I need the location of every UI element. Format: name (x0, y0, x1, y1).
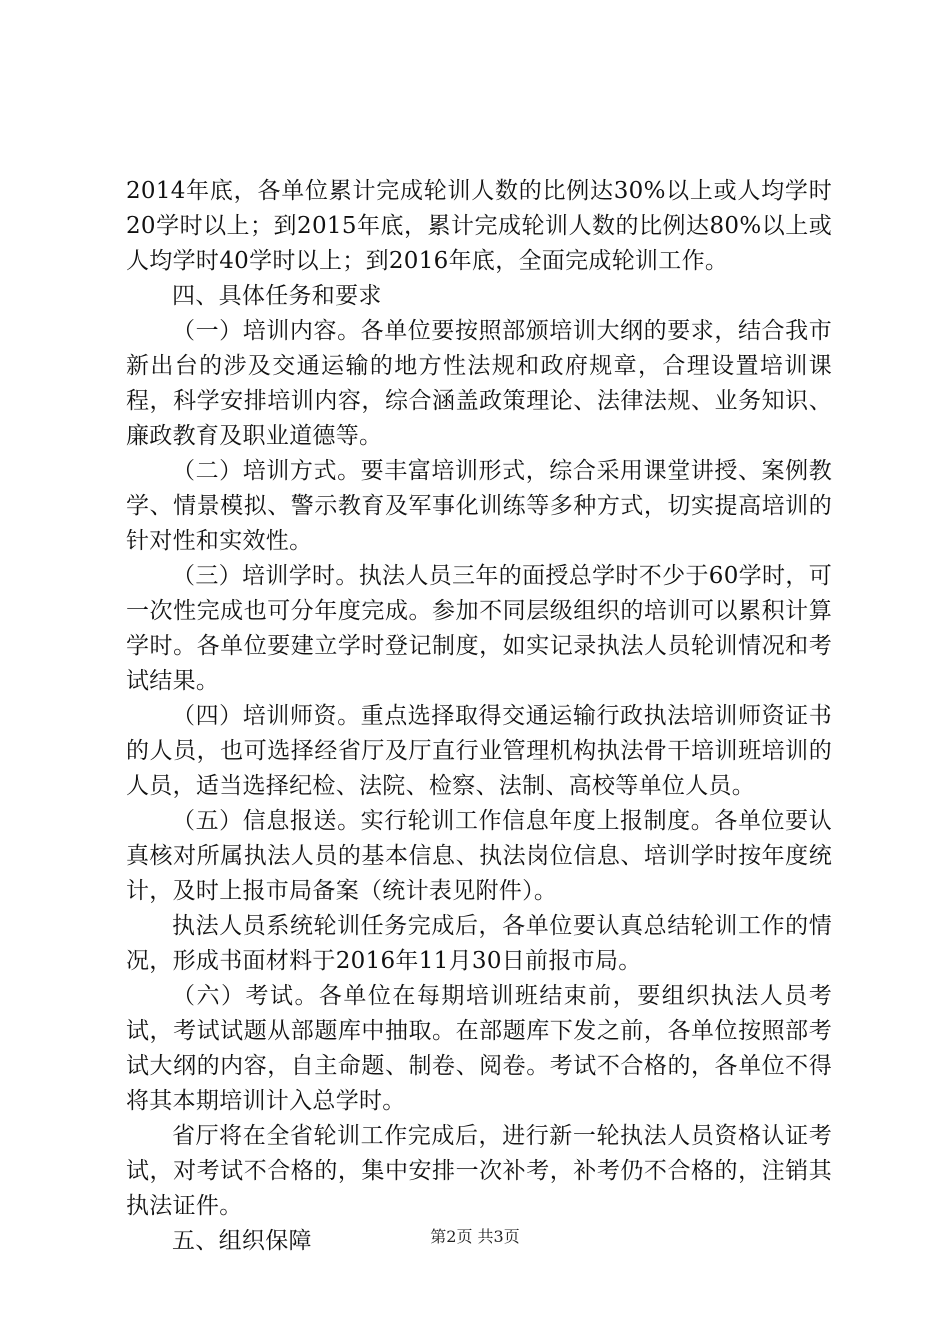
section-heading-tasks: 四、具体任务和要求 (172, 283, 382, 309)
paragraph-training-method: （二）培训方式。要丰富培训形式，综合采用课堂讲授、案例教学、情景模拟、警示教育及军事化训练等多种方式，切实提高培训的针对性和实效性。 (126, 458, 832, 554)
paragraph-certification: 省厅将在全省轮训工作完成后，进行新一轮执法人员资格认证考试，对考试不合格的，集中安排一次补考，补考仍不合格的，注销其执法证件。 (126, 1123, 832, 1219)
page-number-footer: 第2页 共3页 (430, 1227, 520, 1246)
paragraph-training-hours: （三）培训学时。执法人员三年的面授总学时不少于60学时，可一次性完成也可分年度完成。参加不同层级组织的培训可以累积计算学时。各单位要建立学时登记制度，如实记录执法人员轮训情况和考试结果。 (126, 563, 832, 694)
paragraph-training-content: （一）培训内容。各单位要按照部颁培训大纲的要求，结合我市新出台的涉及交通运输的地方性法规和政府规章，合理设置培训课程，科学安排培训内容，综合涵盖政策理论、法律法规、业务知识、廉政教育及职业道德等。 (126, 318, 832, 449)
paragraph-summary-report: 执法人员系统轮训任务完成后，各单位要认真总结轮训工作的情况，形成书面材料于2016年11月30日前报市局。 (126, 913, 832, 974)
paragraph-info-reporting: （五）信息报送。实行轮训工作信息年度上报制度。各单位要认真核对所属执法人员的基本信息、执法岗位信息、培训学时按年度统计，及时上报市局备案（统计表见附件）。 (126, 808, 832, 904)
paragraph-training-teachers: （四）培训师资。重点选择取得交通运输行政执法培训师资证书的人员，也可选择经省厅及厅直行业管理机构执法骨干培训班培训的人员，适当选择纪检、法院、检察、法制、高校等单位人员。 (126, 703, 832, 799)
document-body (126, 174, 832, 1259)
section-heading-organization: 五、组织保障 (172, 1228, 312, 1254)
paragraph-continuation: 2014年底，各单位累计完成轮训人数的比例达30%以上或人均学时20学时以上；到2015年底，累计完成轮训人数的比例达80%以上或人均学时40学时以上；到2016年底，全面完成轮训工作。 (126, 178, 832, 274)
paragraph-exam: （六）考试。各单位在每期培训班结束前，要组织执法人员考试，考试试题从部题库中抽取。在部题库下发之前，各单位按照部考试大纲的内容，自主命题、制卷、阅卷。考试不合格的，各单位不得将其本期培训计入总学时。 (126, 983, 832, 1114)
